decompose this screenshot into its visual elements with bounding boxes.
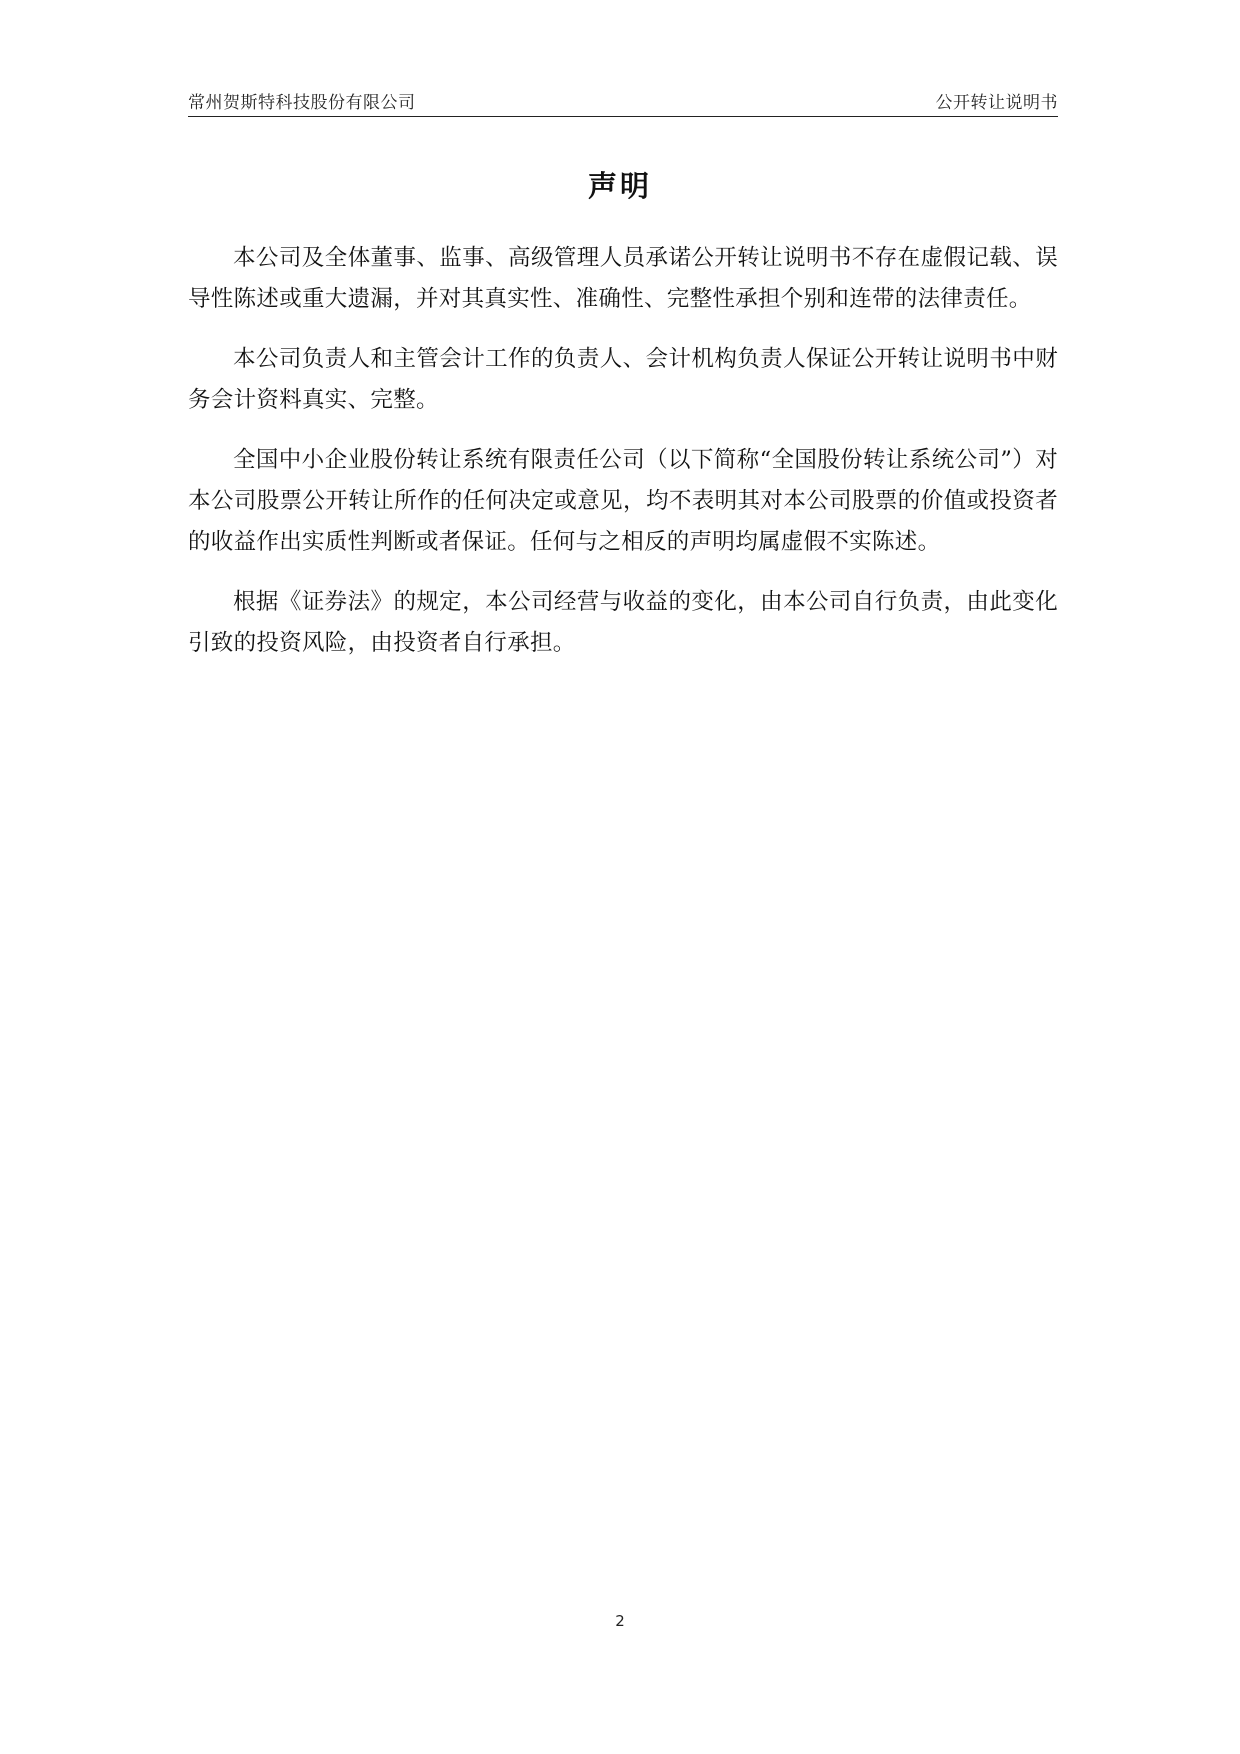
page-title: 声明 [587,169,652,203]
header-document-type: 公开转让说明书 [935,93,1058,113]
page-header [188,86,1058,117]
header-company-name: 常州贺斯特科技股份有限公司 [188,93,416,113]
page-number: 2 [615,1612,625,1630]
paragraph-risk-statement: 根据《证券法》的规定，本公司经营与收益的变化，由本公司自行负责，由此变化引致的投资风险，由投资者自行承担。 [188,589,1058,656]
declaration-body [188,238,1058,683]
paragraph-financial-guarantee: 本公司负责人和主管会计工作的负责人、会计机构负责人保证公开转让说明书中财务会计资料真实、完整。 [188,346,1058,413]
paragraph-neeq-disclaimer: 全国中小企业股份转让系统有限责任公司（以下简称“全国股份转让系统公司”）对本公司股票公开转让所作的任何决定或意见，均不表明其对本公司股票的价值或投资者的收益作出实质性判断或者保证。任何与之相反的声明均属虚假不实陈述。 [188,447,1058,555]
paragraph-commitment: 本公司及全体董事、监事、高级管理人员承诺公开转让说明书不存在虚假记载、误导性陈述或重大遗漏，并对其真实性、准确性、完整性承担个别和连带的法律责任。 [188,245,1058,312]
